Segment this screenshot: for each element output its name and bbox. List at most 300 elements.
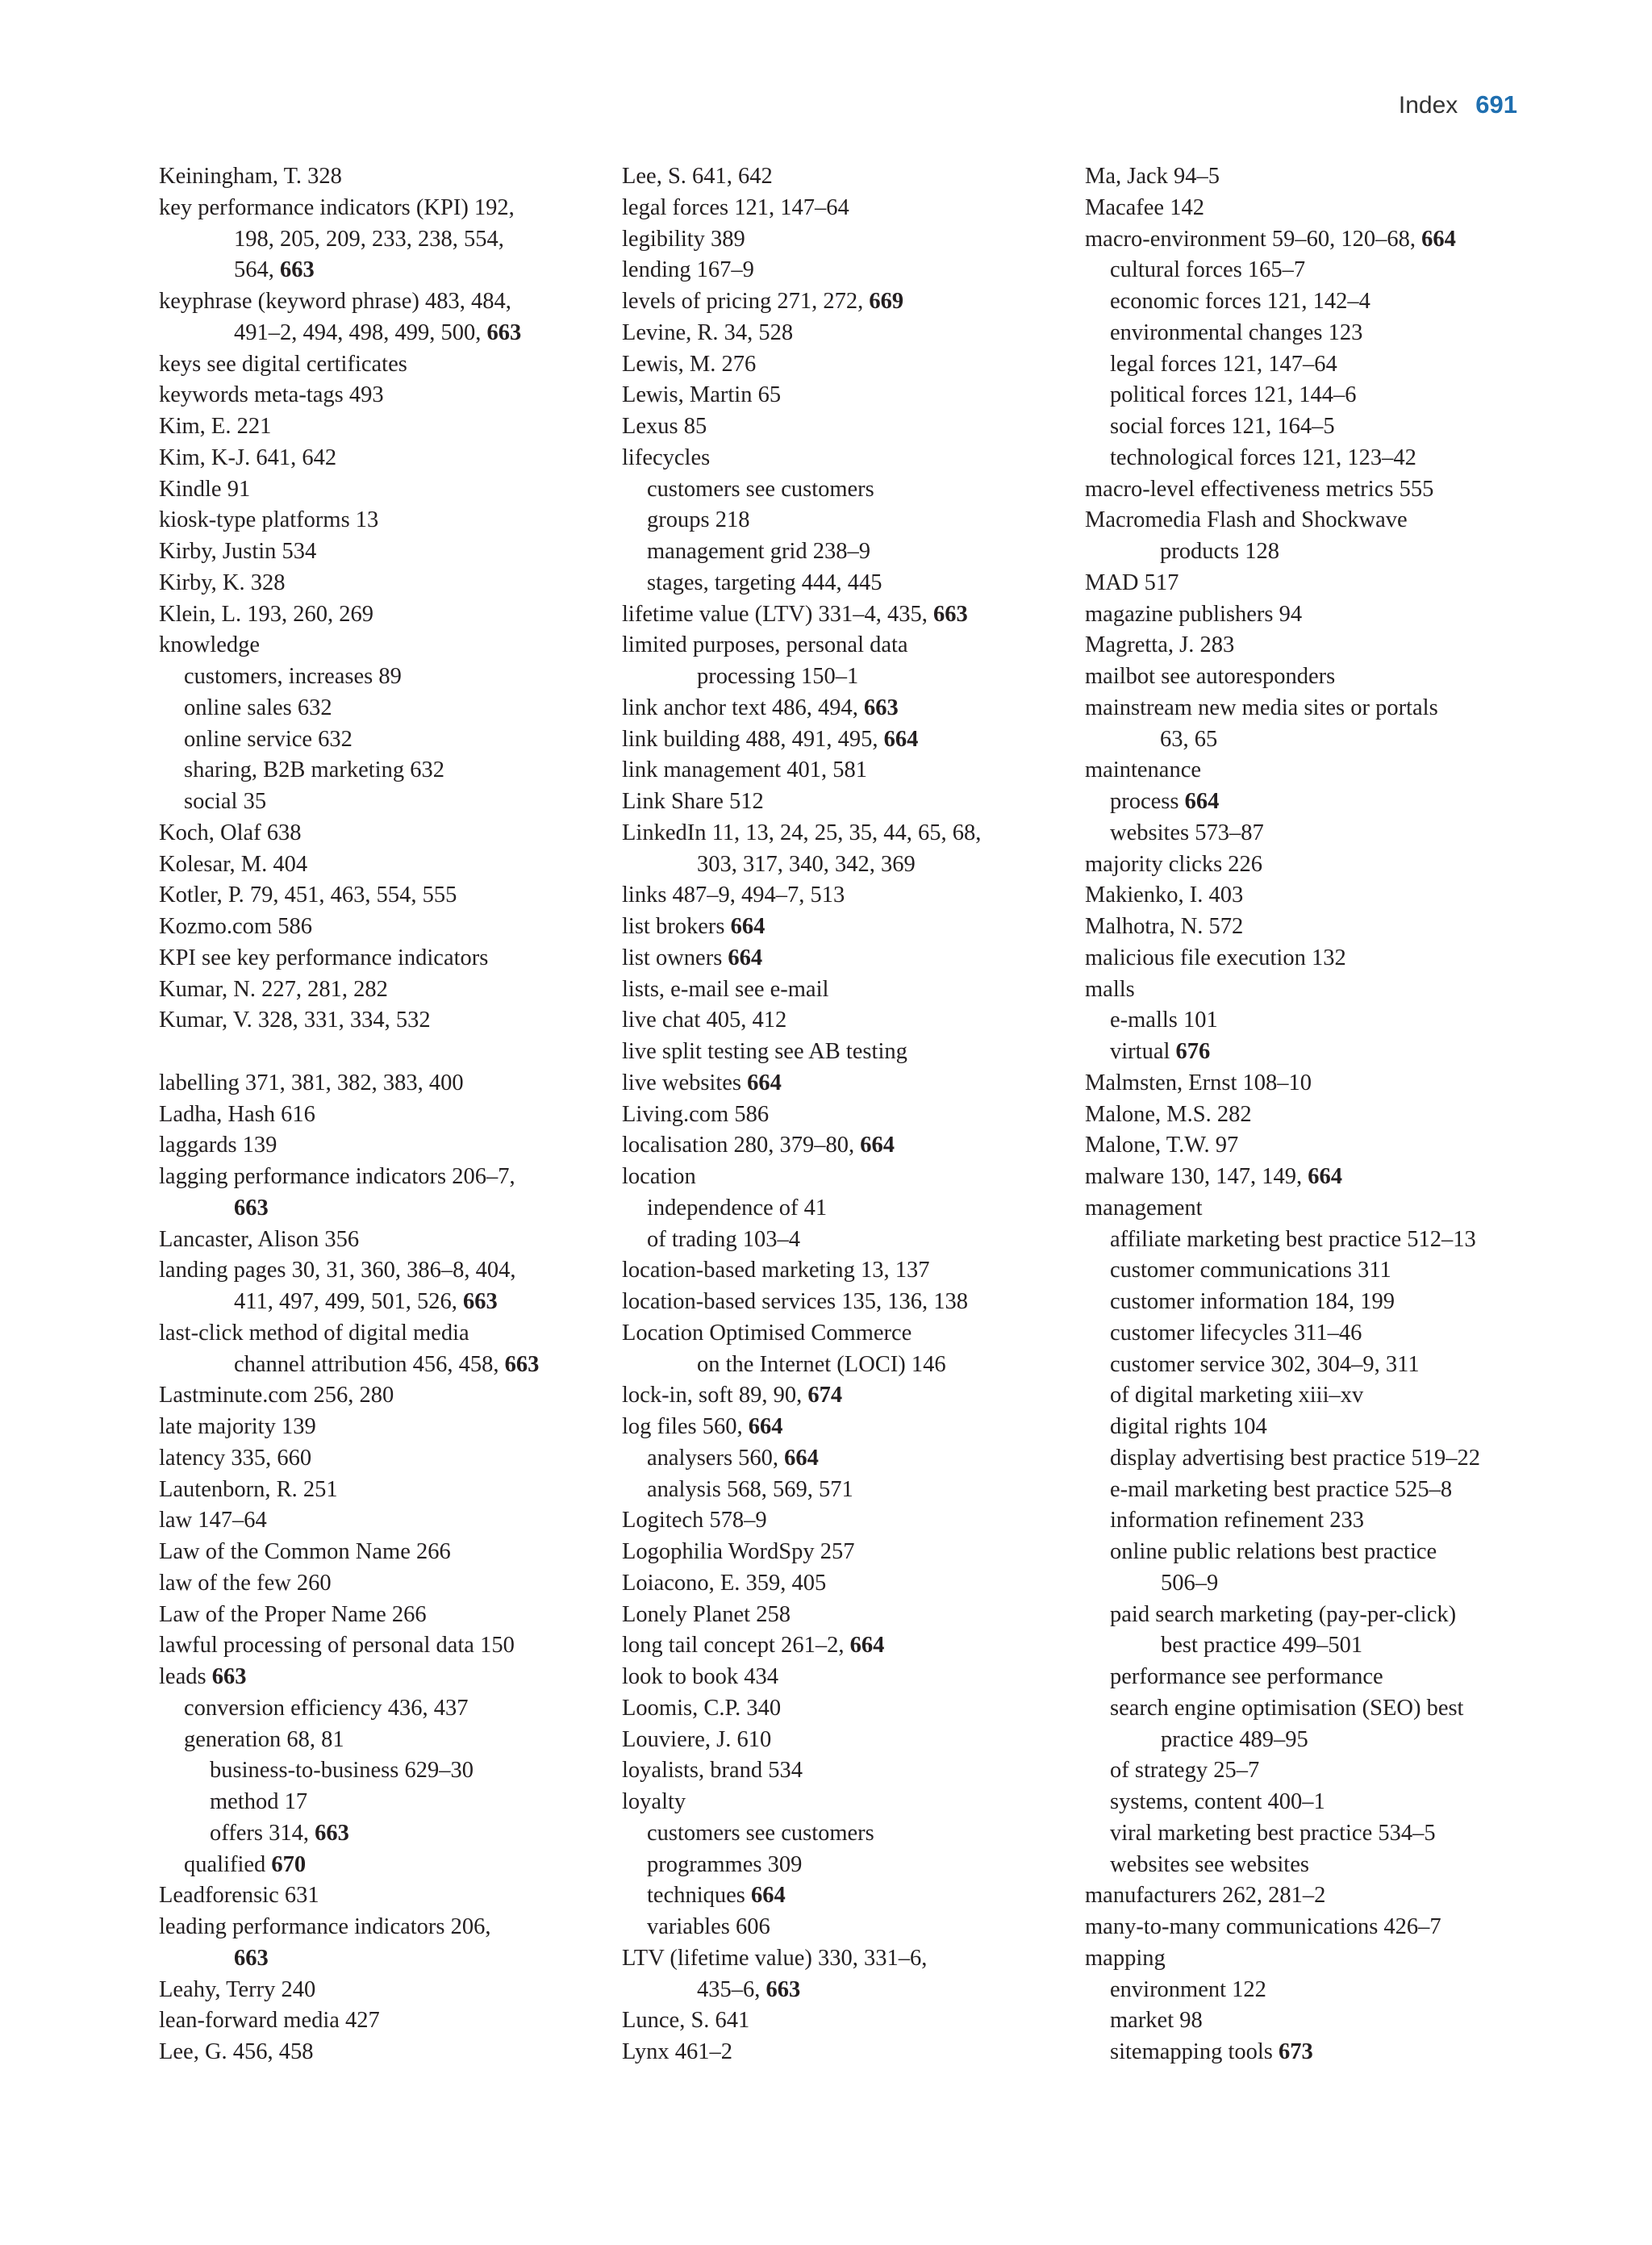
index-entry	[622, 1162, 1070, 1193]
entry-line: programmes 309	[647, 1851, 803, 1877]
index-subentry	[1085, 286, 1537, 318]
entry-line: maintenance	[1085, 757, 1202, 783]
index-entry	[622, 1755, 1070, 1787]
entry-line: Lee, G. 456, 458	[159, 2039, 314, 2064]
entry-continuation-line: best practice 499–501	[1161, 1633, 1363, 1659]
entry-line: independence of 41	[647, 1195, 828, 1221]
index-entry	[622, 255, 1070, 286]
entry-line: mapping	[1085, 1945, 1166, 1971]
index-entry	[1085, 568, 1537, 599]
index-entry	[622, 630, 1070, 693]
index-entry	[159, 818, 607, 849]
entry-line: online sales 632	[184, 695, 332, 720]
entry-line: magazine publishers 94	[1085, 601, 1303, 627]
entry-line: malls	[1085, 976, 1135, 1002]
running-head-label: Index	[1398, 92, 1458, 119]
index-entry	[1085, 880, 1537, 912]
entry-line: process 664	[1110, 789, 1220, 814]
entry-line: analysis 568, 569, 571	[647, 1476, 853, 1502]
entry-line: online public relations best practice	[1110, 1539, 1437, 1564]
index-entry	[622, 1600, 1070, 1631]
index-subentry	[1085, 1755, 1537, 1787]
entry-line: LinkedIn 11, 13, 24, 25, 35, 44, 65, 68,	[622, 820, 982, 845]
index-subentry	[1085, 1850, 1537, 1881]
entry-line: business-to-business 629–30	[210, 1758, 473, 1784]
index-entry	[622, 1287, 1070, 1318]
index-entry	[159, 1255, 607, 1318]
index-subentry	[1085, 1005, 1537, 1037]
index-entry	[159, 1100, 607, 1131]
index-entry	[1085, 1130, 1537, 1162]
index-entry	[622, 193, 1070, 224]
entry-line: Ma, Jack 94–5	[1085, 164, 1220, 189]
index-entry	[622, 349, 1070, 381]
index-subentry	[1085, 1443, 1537, 1475]
entry-line: legibility 389	[622, 226, 745, 252]
index-subentry	[622, 1225, 1070, 1256]
entry-line: customer service 302, 304–9, 311	[1110, 1351, 1420, 1377]
index-entry	[622, 380, 1070, 411]
entry-line: macro-level effectiveness metrics 555	[1085, 476, 1434, 502]
entry-line: key performance indicators (KPI) 192,	[159, 194, 515, 220]
index-subentry	[1085, 380, 1537, 411]
entry-line: long tail concept 261–2, 664	[622, 1633, 885, 1659]
entry-line: e-malls 101	[1110, 1008, 1218, 1033]
entry-line: Lexus 85	[622, 414, 707, 439]
index-subentry	[1085, 1255, 1537, 1287]
entry-line: Malone, T.W. 97	[1085, 1133, 1239, 1158]
index-entry	[159, 880, 607, 912]
index-entry	[1085, 224, 1537, 256]
index-subentry	[1085, 1600, 1537, 1663]
index-entry	[159, 1662, 607, 1693]
entry-continuation-line: 506–9	[1161, 1570, 1219, 1596]
index-entry	[622, 693, 1070, 724]
index-subentry	[159, 661, 607, 693]
entry-line: political forces 121, 144–6	[1110, 382, 1357, 408]
entry-line: websites 573–87	[1110, 820, 1264, 845]
index-subentry	[159, 724, 607, 756]
entry-continuation-line: processing 150–1	[697, 664, 859, 689]
index-entry	[622, 286, 1070, 318]
index-entry	[622, 974, 1070, 1006]
index-entry	[622, 912, 1070, 943]
entry-line: information refinement 233	[1110, 1508, 1364, 1534]
entry-line: lean-forward media 427	[159, 2008, 380, 2034]
index-entry	[622, 1505, 1070, 1537]
entry-line: majority clicks 226	[1085, 851, 1263, 877]
entry-line: Leadforensic 631	[159, 1883, 319, 1909]
entry-line: Koch, Olaf 638	[159, 820, 302, 845]
index-entry	[159, 411, 607, 443]
entry-continuation-line: 435–6, 663	[697, 1976, 801, 2002]
entry-line: lifecycles	[622, 444, 711, 470]
entry-line: stages, targeting 444, 445	[647, 570, 882, 595]
entry-line: social forces 121, 164–5	[1110, 414, 1335, 439]
index-entry	[622, 2005, 1070, 2037]
entry-line: variables 606	[647, 1914, 770, 1939]
index-entry	[159, 2037, 607, 2068]
index-entry	[159, 1068, 607, 1100]
index-subentry	[1085, 1287, 1537, 1318]
index-subentry	[1085, 1380, 1537, 1412]
entry-line: Kim, K-J. 641, 642	[159, 444, 337, 470]
index-entry	[622, 2037, 1070, 2068]
index-subentry	[1085, 1818, 1537, 1850]
entry-line: economic forces 121, 142–4	[1110, 289, 1370, 314]
entry-line: Magretta, J. 283	[1085, 632, 1235, 658]
index-entry	[622, 1255, 1070, 1287]
index-subentry	[1085, 255, 1537, 286]
index-entry	[1085, 1943, 1537, 1975]
index-subentry	[1085, 2037, 1537, 2068]
entry-line: websites see websites	[1110, 1851, 1309, 1877]
index-entry	[159, 943, 607, 974]
index-entry	[622, 818, 1070, 881]
index-entry	[622, 1130, 1070, 1162]
entry-line: Leahy, Terry 240	[159, 1976, 316, 2002]
entry-line: lock-in, soft 89, 90, 674	[622, 1383, 843, 1408]
entry-line: macro-environment 59–60, 120–68, 664	[1085, 226, 1456, 252]
index-entry	[1085, 661, 1537, 693]
entry-line: techniques 664	[647, 1883, 786, 1909]
entry-line: loyalty	[622, 1789, 686, 1814]
index-entry	[1085, 943, 1537, 974]
index-entry	[1085, 849, 1537, 881]
entry-line: Kindle 91	[159, 476, 251, 502]
entry-line: Living.com 586	[622, 1101, 770, 1127]
index-column-2	[622, 161, 1070, 2068]
entry-line: lending 167–9	[622, 257, 754, 283]
index-entry	[1085, 755, 1537, 787]
index-entry	[159, 1162, 607, 1225]
entry-line: customers see customers	[647, 1820, 874, 1846]
index-entry	[622, 1693, 1070, 1725]
entry-line: technological forces 121, 123–42	[1110, 444, 1416, 470]
index-entry	[1085, 505, 1537, 568]
index-subentry	[622, 474, 1070, 506]
index-entry	[159, 536, 607, 568]
entry-line: qualified 670	[184, 1851, 307, 1877]
index-entry	[159, 599, 607, 631]
entry-line: virtual 676	[1110, 1039, 1211, 1064]
entry-line: Lewis, Martin 65	[622, 382, 782, 408]
entry-line: late majority 139	[159, 1414, 316, 1439]
index-entry	[622, 1568, 1070, 1600]
index-entry	[1085, 161, 1537, 193]
letter-group-gap	[159, 1037, 607, 1068]
index-column-1	[159, 161, 607, 2068]
entry-line: look to book 434	[622, 1664, 778, 1689]
index-subentry	[1085, 1037, 1537, 1068]
entry-line: Lancaster, Alison 356	[159, 1226, 360, 1252]
index-subentry	[622, 536, 1070, 568]
index-entry	[622, 1005, 1070, 1037]
index-entry	[622, 1537, 1070, 1568]
entry-line: mailbot see autoresponders	[1085, 664, 1336, 689]
entry-line: last-click method of digital media	[159, 1320, 469, 1346]
index-entry	[622, 1630, 1070, 1662]
index-entry	[159, 974, 607, 1006]
entry-line: analysers 560, 664	[647, 1445, 819, 1471]
index-entry	[1085, 912, 1537, 943]
index-entry	[622, 443, 1070, 474]
entry-line: of digital marketing xiii–xv	[1110, 1383, 1364, 1408]
index-entry	[1085, 599, 1537, 631]
entry-line: display advertising best practice 519–22	[1110, 1445, 1481, 1471]
index-subentry	[159, 755, 607, 787]
index-entry	[622, 755, 1070, 787]
index-entry	[622, 1037, 1070, 1068]
entry-line: Kumar, N. 227, 281, 282	[159, 976, 388, 1002]
index-entry	[159, 349, 607, 381]
entry-line: list brokers 664	[622, 914, 766, 939]
entry-line: keyphrase (keyword phrase) 483, 484,	[159, 289, 511, 314]
entry-line: Logitech 578–9	[622, 1508, 767, 1534]
index-entry	[1085, 1100, 1537, 1131]
entry-line: Lewis, M. 276	[622, 351, 757, 377]
entry-line: location-based services 135, 136, 138	[622, 1289, 968, 1314]
entry-line: customer communications 311	[1110, 1258, 1391, 1283]
entry-line: Keiningham, T. 328	[159, 164, 342, 189]
index-entry	[159, 1912, 607, 1975]
entry-line: Macromedia Flash and Shockwave	[1085, 507, 1408, 533]
entry-line: live chat 405, 412	[622, 1008, 787, 1033]
index-subentry	[622, 1850, 1070, 1881]
index-entry	[1085, 474, 1537, 506]
index-subentry	[159, 1787, 607, 1818]
index-subentry	[622, 1912, 1070, 1943]
index-subentry	[1085, 1537, 1537, 1600]
index-entry	[159, 1537, 607, 1568]
index-entry	[1085, 630, 1537, 661]
index-subentry	[1085, 1318, 1537, 1350]
entry-line: Malmsten, Ernst 108–10	[1085, 1070, 1312, 1095]
entry-line: latency 335, 660	[159, 1445, 312, 1471]
entry-line: Lautenborn, R. 251	[159, 1476, 338, 1502]
index-subentry	[622, 505, 1070, 536]
index-subentry	[1085, 411, 1537, 443]
index-entry	[1085, 693, 1537, 756]
index-column-3	[1085, 161, 1537, 2068]
entry-line: Ladha, Hash 616	[159, 1101, 315, 1127]
entry-line: loyalists, brand 534	[622, 1758, 803, 1784]
entry-line: legal forces 121, 147–64	[622, 194, 849, 220]
entry-line: method 17	[210, 1789, 308, 1814]
entry-line: market 98	[1110, 2008, 1203, 2034]
entry-continuation-line: 198, 205, 209, 233, 238, 554,	[234, 226, 504, 252]
entry-line: paid search marketing (pay-per-click)	[1110, 1601, 1457, 1627]
index-subentry	[1085, 443, 1537, 474]
index-entry	[159, 568, 607, 599]
index-entry	[159, 849, 607, 881]
index-subentry	[622, 1443, 1070, 1475]
entry-continuation-line: practice 489–95	[1161, 1726, 1308, 1752]
entry-line: Law of the Common Name 266	[159, 1539, 451, 1564]
entry-line: sitemapping tools 673	[1110, 2039, 1313, 2064]
entry-line: conversion efficiency 436, 437	[184, 1695, 469, 1721]
index-entry	[622, 1068, 1070, 1100]
entry-continuation-line: 411, 497, 499, 501, 526, 663	[234, 1289, 498, 1314]
entry-line: Logophilia WordSpy 257	[622, 1539, 855, 1564]
entry-continuation-line: 63, 65	[1160, 726, 1218, 752]
entry-line: lifetime value (LTV) 331–4, 435, 663	[622, 601, 968, 627]
entry-line: cultural forces 165–7	[1110, 257, 1306, 283]
entry-line: many-to-many communications 426–7	[1085, 1914, 1441, 1939]
index-entry	[159, 1005, 607, 1037]
index-entry	[622, 1787, 1070, 1818]
index-entry	[159, 380, 607, 411]
index-subentry	[159, 1818, 607, 1850]
index-entry	[622, 1380, 1070, 1412]
index-entry	[622, 161, 1070, 193]
index-entry	[159, 1318, 607, 1381]
index-entry	[622, 724, 1070, 756]
entry-line: digital rights 104	[1110, 1414, 1267, 1439]
entry-line: labelling 371, 381, 382, 383, 400	[159, 1070, 464, 1095]
index-subentry	[622, 1818, 1070, 1850]
index-subentry	[1085, 1662, 1537, 1693]
entry-line: malware 130, 147, 149, 664	[1085, 1164, 1342, 1189]
entry-line: Kolesar, M. 404	[159, 851, 308, 877]
index-subentry	[159, 1725, 607, 1756]
entry-line: Link Share 512	[622, 789, 764, 814]
index-subentry	[1085, 1225, 1537, 1256]
entry-line: Lastminute.com 256, 280	[159, 1383, 394, 1408]
entry-line: Kotler, P. 79, 451, 463, 554, 555	[159, 883, 457, 908]
entry-line: e-mail marketing best practice 525–8	[1110, 1476, 1453, 1502]
entry-line: performance see performance	[1110, 1664, 1383, 1689]
entry-line: live websites 664	[622, 1070, 782, 1095]
entry-line: lists, e-mail see e-mail	[622, 976, 829, 1002]
entry-line: KPI see key performance indicators	[159, 945, 489, 970]
page-number: 691	[1475, 90, 1517, 119]
index-entry	[1085, 1912, 1537, 1943]
index-subentry	[159, 693, 607, 724]
index-entry	[159, 1568, 607, 1600]
index-subentry	[622, 1193, 1070, 1225]
index-subentry	[1085, 318, 1537, 349]
index-entry	[622, 1943, 1070, 2006]
index-entry	[622, 1725, 1070, 1756]
index-entry	[622, 318, 1070, 349]
index-subentry	[1085, 1787, 1537, 1818]
entry-line: Macafee 142	[1085, 194, 1204, 220]
index-entry	[159, 505, 607, 536]
index-entry	[159, 1130, 607, 1162]
entry-continuation-line: on the Internet (LOCI) 146	[697, 1351, 946, 1377]
entry-line: Kirby, K. 328	[159, 570, 286, 595]
entry-line: offers 314, 663	[210, 1820, 349, 1846]
index-entry	[1085, 1880, 1537, 1912]
entry-line: affiliate marketing best practice 512–13	[1110, 1226, 1476, 1252]
index-entry	[622, 1100, 1070, 1131]
index-entry	[159, 443, 607, 474]
index-entry	[159, 1630, 607, 1662]
index-entry	[159, 193, 607, 286]
entry-line: Klein, L. 193, 260, 269	[159, 601, 373, 627]
entry-line: malicious file execution 132	[1085, 945, 1346, 970]
index-entry	[159, 1380, 607, 1412]
index-subentry	[1085, 1350, 1537, 1381]
index-subentry	[622, 1475, 1070, 1506]
entry-line: lagging performance indicators 206–7,	[159, 1164, 515, 1189]
index-subentry	[1085, 818, 1537, 849]
entry-continuation-line: 564, 663	[234, 257, 315, 283]
entry-line: Kozmo.com 586	[159, 914, 312, 939]
index-entry	[622, 943, 1070, 974]
entry-line: environment 122	[1110, 1976, 1266, 2002]
entry-line: links 487–9, 494–7, 513	[622, 883, 845, 908]
index-entry	[622, 1662, 1070, 1693]
entry-line: Loomis, C.P. 340	[622, 1695, 782, 1721]
entry-line: link building 488, 491, 495, 664	[622, 726, 919, 752]
index-entry	[159, 1475, 607, 1506]
entry-line: sharing, B2B marketing 632	[184, 757, 444, 783]
index-entry	[159, 1975, 607, 2006]
index-entry	[622, 224, 1070, 256]
running-head	[1399, 90, 1517, 119]
entry-line: Louviere, J. 610	[622, 1726, 772, 1752]
entry-line: Malhotra, N. 572	[1085, 914, 1244, 939]
entry-continuation-line: 303, 317, 340, 342, 369	[697, 851, 916, 877]
index-entry	[159, 2005, 607, 2037]
entry-line: Lee, S. 641, 642	[622, 164, 773, 189]
entry-line: Lynx 461–2	[622, 2039, 732, 2064]
index-entry	[1085, 1162, 1537, 1193]
index-subentry	[159, 1693, 607, 1725]
index-entry	[622, 599, 1070, 631]
entry-line: legal forces 121, 147–64	[1110, 351, 1337, 377]
entry-line: LTV (lifetime value) 330, 331–6,	[622, 1945, 928, 1971]
entry-continuation-line: 663	[234, 1195, 269, 1221]
entry-line: knowledge	[159, 632, 261, 658]
entry-line: Law of the Proper Name 266	[159, 1601, 427, 1627]
entry-continuation-line: 491–2, 494, 498, 499, 500, 663	[234, 319, 522, 345]
entry-line: location-based marketing 13, 137	[622, 1258, 930, 1283]
entry-line: Lunce, S. 641	[622, 2008, 750, 2034]
entry-line: management	[1085, 1195, 1203, 1221]
entry-line: levels of pricing 271, 272, 669	[622, 289, 904, 314]
entry-line: keywords meta-tags 493	[159, 382, 384, 408]
entry-line: customers, increases 89	[184, 664, 402, 689]
index-subentry	[1085, 787, 1537, 818]
index-entry	[1085, 193, 1537, 224]
index-subentry	[1085, 1412, 1537, 1443]
entry-line: systems, content 400–1	[1110, 1789, 1325, 1814]
index-entry	[159, 286, 607, 349]
index-entry	[159, 161, 607, 193]
index-entry	[159, 1225, 607, 1256]
entry-line: leading performance indicators 206,	[159, 1914, 491, 1939]
entry-line: localisation 280, 379–80, 664	[622, 1133, 895, 1158]
index-subentry	[1085, 349, 1537, 381]
index-entry	[159, 1412, 607, 1443]
index-subentry	[1085, 1693, 1537, 1756]
index-entry	[1085, 1193, 1537, 1225]
index-subentry	[1085, 1505, 1537, 1537]
entry-line: landing pages 30, 31, 360, 386–8, 404,	[159, 1258, 516, 1283]
entry-line: Kumar, V. 328, 331, 334, 532	[159, 1008, 431, 1033]
entry-line: generation 68, 81	[184, 1726, 344, 1752]
entry-line: log files 560, 664	[622, 1414, 783, 1439]
entry-line: Loiacono, E. 359, 405	[622, 1570, 827, 1596]
entry-line: customers see customers	[647, 476, 874, 502]
index-subentry	[159, 1755, 607, 1787]
index-entry	[622, 787, 1070, 818]
entry-line: link management 401, 581	[622, 757, 867, 783]
index-entry	[159, 1600, 607, 1631]
